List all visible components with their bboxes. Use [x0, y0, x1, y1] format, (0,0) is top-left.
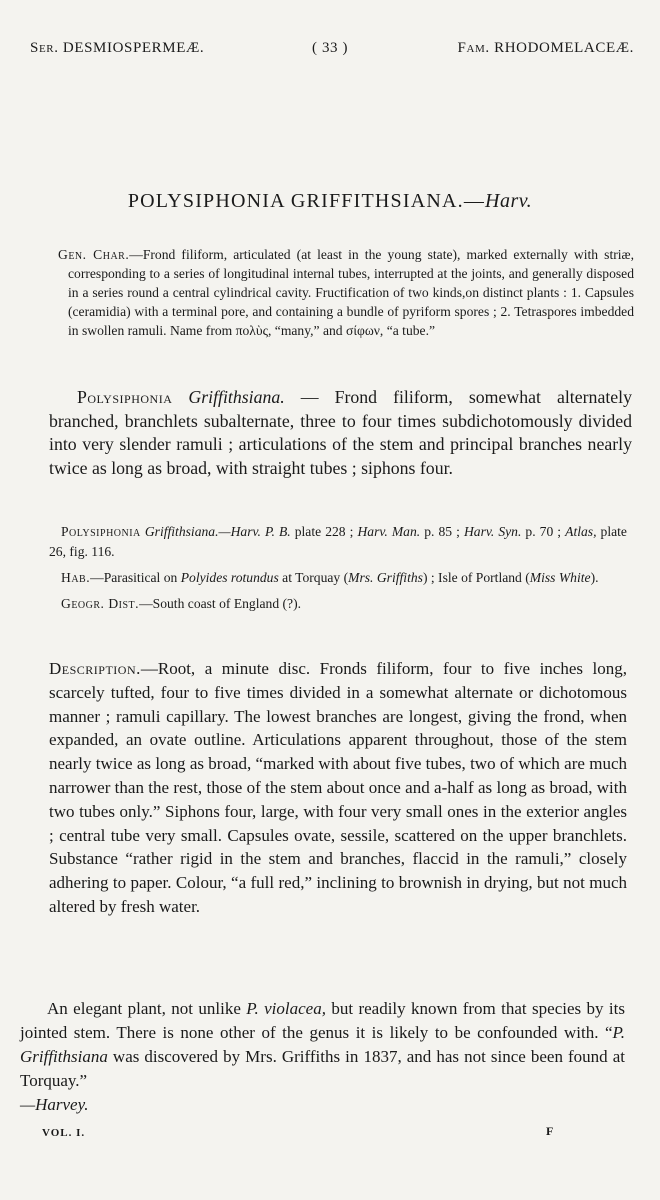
generic-character-text: —Frond filiform, articulated (at least in the young state), marked externally with striæ, corresponding to a series of longitudinal internal tubes, interrupted at the joints, and generally disposed in a series round a central cylindrical cavity. Fructification of two kinds,on distinct plants : 1. Capsules (ceramidia) with a terminal pore, and containing a bundle of pyriform spores ; 2. Tetraspores imbedded in swollen ramuli. Name from πολὺς, “many,” and σίφων, “a tube.”	[68, 247, 634, 338]
distribution-label: Geogr. Dist.	[61, 596, 140, 611]
synonymy-ref-title: Harv. Syn.	[463, 524, 522, 539]
remarks-text: was discovered by Mrs. Griffiths in 1837, and has not since been found at Torquay.”	[20, 1047, 625, 1090]
diagnosis-text: — Frond filiform, somewhat alternately branched, branchlets subalternate, three to four times subdichotomously divided into very slender ramuli ; articulations of the stem and principal branches nearly twice as long as broad, with straight tubes ; siphons four.	[49, 387, 632, 478]
habitat-label: Hab.	[61, 570, 91, 585]
description-text: —Root, a minute disc. Fronds filiform, four to five inches long, scarcely tufted, four to five times divided in a somewhat alternate or dichotomous manner ; ramuli capillary. The lowest branches are longest, giving the frond, when expanded, an ovate outline. Articulations apparent throughout, those of the stem nearly twice as long as broad, “marked with about five tubes, two of which are much narrower than the rest, those of the stem about once and a-half as long as broad, with two tubes only.” Siphons four, large, with four very small ones in the exterior angles ; central tube very small. Capsules ovate, sessile, scattered on the upper branchlets. Substance “rather rigid in the stem and branches, flaccid in the ramuli,” closely adhering to paper. Colour, “a full red,” inclining to brownish in drying, but not much altered by fresh water.	[49, 659, 627, 916]
habitat-text: ) ; Isle of Portland (	[422, 570, 530, 585]
habitat-collector: Miss White	[529, 570, 591, 585]
distribution-text: —South coast of England (?).	[139, 596, 302, 611]
habitat	[49, 568, 627, 588]
synonymy-ref: p. 70 ;	[521, 524, 566, 539]
synonymy-genus: Polysiphonia	[61, 524, 141, 539]
synonymy-ref: p. 85 ;	[420, 524, 464, 539]
remarks-text: but readily known from that species by its jointed stem. There is none other of the genus it is likely to be confounded with. “	[20, 999, 625, 1042]
habitat-text: at Torquay (	[278, 570, 349, 585]
habitat-text: ).	[590, 570, 599, 585]
diagnosis-genus: Polysiphonia	[77, 387, 173, 407]
habitat-host: Polyides rotundus	[180, 570, 279, 585]
remarks-text: An elegant plant, not unlike	[47, 999, 247, 1018]
running-head	[30, 40, 634, 62]
generic-character	[58, 245, 634, 340]
habitat-collector: Mrs. Griffiths	[348, 570, 423, 585]
remarks-species: P. violacea,	[246, 999, 326, 1018]
synonymy-species-author: Griffithsiana.—Harv. P. B.	[144, 524, 291, 539]
synonymy-ref-title: Atlas,	[565, 524, 597, 539]
synonymy	[49, 522, 627, 562]
species-diagnosis	[49, 386, 632, 480]
references-block	[49, 522, 627, 620]
synonymy-ref-title: Harv. Man.	[357, 524, 421, 539]
species-name: POLYSIPHONIA GRIFFITHSIANA.—	[127, 190, 486, 212]
remarks-attribution: —Harvey.	[20, 1095, 89, 1114]
habitat-text: —Parasitical on	[90, 570, 181, 585]
description-label: Description.	[49, 659, 141, 678]
page-number: ( 33 )	[312, 40, 349, 56]
description	[49, 657, 627, 919]
diagnosis-species: Griffithsiana.	[188, 387, 285, 407]
signature-mark: F	[546, 1124, 554, 1138]
remarks	[20, 997, 625, 1117]
family-heading: Fam. RHODOMELACEÆ.	[457, 40, 634, 56]
series-heading: Ser. DESMIOSPERMEÆ.	[30, 40, 205, 56]
synonymy-ref: plate 228 ;	[290, 524, 358, 539]
geographic-distribution	[49, 594, 627, 614]
synonymy-ref: plate 26, fig. 116.	[49, 524, 627, 559]
generic-character-label: Gen. Char.	[58, 247, 130, 262]
volume-mark: VOL. I.	[42, 1127, 86, 1139]
species-authority: Harv.	[485, 190, 533, 212]
remarks-species: P. Griffithsiana	[20, 1023, 625, 1066]
species-title	[0, 190, 660, 213]
